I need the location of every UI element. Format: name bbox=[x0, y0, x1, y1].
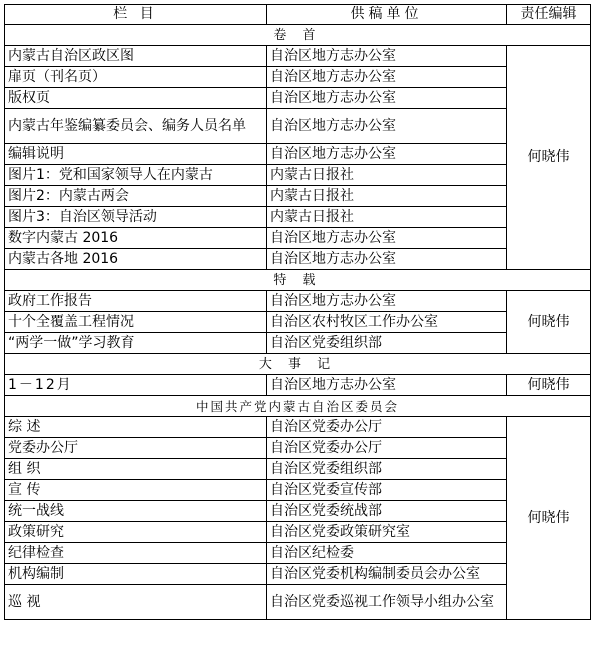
table-row bbox=[5, 186, 591, 207]
section-tezai bbox=[5, 270, 591, 354]
row-unit: 自治区党委宣传部 bbox=[267, 480, 507, 501]
row-column: 1－12月 bbox=[5, 375, 267, 396]
table-row bbox=[5, 480, 591, 501]
table-row bbox=[5, 585, 591, 620]
row-unit: 自治区地方志办公室 bbox=[267, 67, 507, 88]
table-row bbox=[5, 375, 591, 396]
editorial-assignment-table bbox=[4, 4, 591, 620]
row-column: 组 织 bbox=[5, 459, 267, 480]
row-unit: 自治区党委办公厅 bbox=[267, 417, 507, 438]
section-editor: 何晓伟 bbox=[507, 417, 591, 620]
table-row bbox=[5, 67, 591, 88]
section-title: 中国共产党内蒙古自治区委员会 bbox=[5, 396, 591, 417]
row-column: 内蒙古年鉴编纂委员会、编务人员名单 bbox=[5, 109, 267, 144]
table-row bbox=[5, 501, 591, 522]
row-unit: 自治区地方志办公室 bbox=[267, 375, 507, 396]
table-row bbox=[5, 333, 591, 354]
section-party-committee bbox=[5, 396, 591, 620]
section-editor: 何晓伟 bbox=[507, 375, 591, 396]
row-column: 政策研究 bbox=[5, 522, 267, 543]
header-editor: 责任编辑 bbox=[507, 5, 591, 25]
row-unit: 自治区地方志办公室 bbox=[267, 109, 507, 144]
section-editor: 何晓伟 bbox=[507, 46, 591, 270]
table-row bbox=[5, 291, 591, 312]
row-unit: 自治区党委巡视工作领导小组办公室 bbox=[267, 585, 507, 620]
table-row bbox=[5, 88, 591, 109]
table-row bbox=[5, 438, 591, 459]
row-column: 纪律检查 bbox=[5, 543, 267, 564]
section-title: 特 载 bbox=[5, 270, 591, 291]
table-row bbox=[5, 249, 591, 270]
row-column: 图片3：自治区领导活动 bbox=[5, 207, 267, 228]
row-column: 扉页（刊名页） bbox=[5, 67, 267, 88]
row-unit: 自治区地方志办公室 bbox=[267, 88, 507, 109]
row-unit: 自治区纪检委 bbox=[267, 543, 507, 564]
table-row bbox=[5, 207, 591, 228]
section-dashiji bbox=[5, 354, 591, 396]
row-column: 图片2：内蒙古两会 bbox=[5, 186, 267, 207]
header-unit: 供稿单位 bbox=[267, 5, 507, 25]
table-row bbox=[5, 459, 591, 480]
row-unit: 内蒙古日报社 bbox=[267, 207, 507, 228]
table-row bbox=[5, 543, 591, 564]
section-title: 卷 首 bbox=[5, 25, 591, 46]
row-unit: 自治区地方志办公室 bbox=[267, 228, 507, 249]
row-unit: 自治区农村牧区工作办公室 bbox=[267, 312, 507, 333]
row-unit: 内蒙古日报社 bbox=[267, 165, 507, 186]
section-editor: 何晓伟 bbox=[507, 291, 591, 354]
row-unit: 自治区党委组织部 bbox=[267, 333, 507, 354]
header-column: 栏 目 bbox=[5, 5, 267, 25]
row-unit: 自治区地方志办公室 bbox=[267, 291, 507, 312]
row-column: 巡 视 bbox=[5, 585, 267, 620]
row-column: 综 述 bbox=[5, 417, 267, 438]
row-unit: 自治区党委统战部 bbox=[267, 501, 507, 522]
row-column: 机构编制 bbox=[5, 564, 267, 585]
row-unit: 自治区地方志办公室 bbox=[267, 46, 507, 67]
row-column: 编辑说明 bbox=[5, 144, 267, 165]
row-column: 十个全覆盖工程情况 bbox=[5, 312, 267, 333]
row-column: 图片1：党和国家领导人在内蒙古 bbox=[5, 165, 267, 186]
row-unit: 自治区党委政策研究室 bbox=[267, 522, 507, 543]
table-row bbox=[5, 564, 591, 585]
table-row bbox=[5, 522, 591, 543]
row-column: 宣 传 bbox=[5, 480, 267, 501]
row-column: 版权页 bbox=[5, 88, 267, 109]
row-column: 内蒙古各地 2016 bbox=[5, 249, 267, 270]
table-row bbox=[5, 46, 591, 67]
row-column: 党委办公厅 bbox=[5, 438, 267, 459]
row-unit: 内蒙古日报社 bbox=[267, 186, 507, 207]
row-unit: 自治区地方志办公室 bbox=[267, 249, 507, 270]
section-title: 大 事 记 bbox=[5, 354, 591, 375]
row-unit: 自治区地方志办公室 bbox=[267, 144, 507, 165]
row-unit: 自治区党委机构编制委员会办公室 bbox=[267, 564, 507, 585]
table-header-row bbox=[5, 5, 591, 25]
row-column: 统一战线 bbox=[5, 501, 267, 522]
row-unit: 自治区党委办公厅 bbox=[267, 438, 507, 459]
table-row bbox=[5, 165, 591, 186]
table-row bbox=[5, 109, 591, 144]
table-row bbox=[5, 144, 591, 165]
row-column: 政府工作报告 bbox=[5, 291, 267, 312]
table-row bbox=[5, 312, 591, 333]
table-row bbox=[5, 417, 591, 438]
row-column: “两学一做”学习教育 bbox=[5, 333, 267, 354]
row-column: 数字内蒙古 2016 bbox=[5, 228, 267, 249]
row-column: 内蒙古自治区政区图 bbox=[5, 46, 267, 67]
row-unit: 自治区党委组织部 bbox=[267, 459, 507, 480]
section-juanshou bbox=[5, 25, 591, 270]
table-row bbox=[5, 228, 591, 249]
